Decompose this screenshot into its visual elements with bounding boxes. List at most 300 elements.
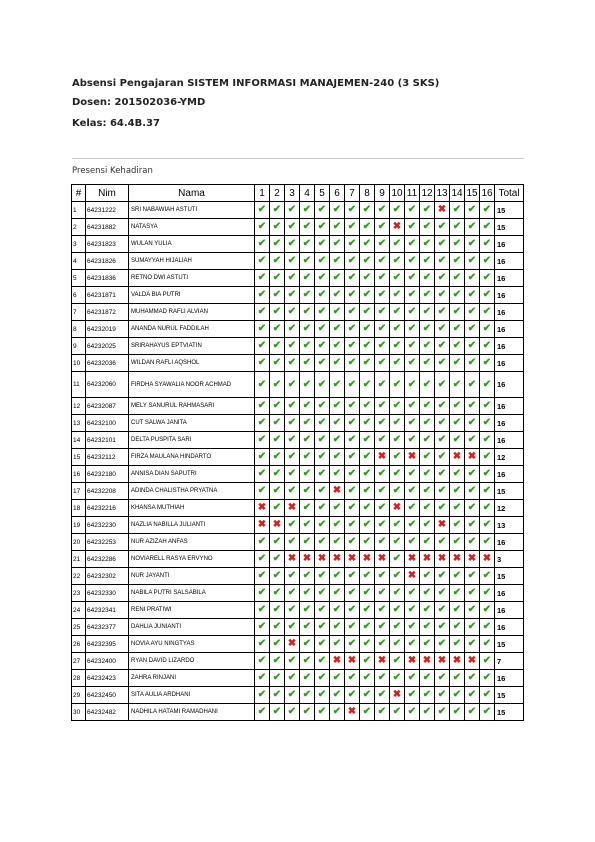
present-check-icon: ✔	[330, 202, 345, 219]
student-nim: 64232400	[86, 653, 129, 670]
present-check-icon: ✔	[435, 704, 450, 721]
table-row	[72, 517, 524, 534]
present-check-icon: ✔	[345, 670, 360, 687]
present-check-icon: ✔	[435, 253, 450, 270]
present-check-icon: ✔	[465, 253, 480, 270]
present-check-icon: ✔	[345, 355, 360, 372]
present-check-icon: ✔	[255, 338, 270, 355]
present-check-icon: ✔	[285, 321, 300, 338]
present-check-icon: ✔	[390, 236, 405, 253]
table-row	[72, 304, 524, 321]
present-check-icon: ✔	[375, 585, 390, 602]
present-check-icon: ✔	[480, 466, 495, 483]
present-check-icon: ✔	[255, 687, 270, 704]
present-check-icon: ✔	[390, 568, 405, 585]
table-row	[72, 653, 524, 670]
present-check-icon: ✔	[330, 372, 345, 398]
page-title: Absensi Pengajaran SISTEM INFORMASI MANAJEMEN-240 (3 SKS)	[72, 78, 440, 89]
student-name: ANANDA NURUL FADDILAH	[129, 321, 255, 338]
present-check-icon: ✔	[270, 372, 285, 398]
present-check-icon: ✔	[405, 704, 420, 721]
absent-cross-icon: ✖	[360, 551, 375, 568]
present-check-icon: ✔	[345, 517, 360, 534]
present-check-icon: ✔	[480, 219, 495, 236]
present-check-icon: ✔	[255, 321, 270, 338]
student-nim: 64231871	[86, 287, 129, 304]
table-row	[72, 687, 524, 704]
table-row	[72, 287, 524, 304]
student-name: NABILA PUTRI SALSABILA	[129, 585, 255, 602]
present-check-icon: ✔	[450, 304, 465, 321]
present-check-icon: ✔	[300, 372, 315, 398]
table-header-row	[72, 185, 524, 202]
present-check-icon: ✔	[345, 687, 360, 704]
student-nim: 64232216	[86, 500, 129, 517]
absent-cross-icon: ✖	[375, 551, 390, 568]
student-nim: 64232330	[86, 585, 129, 602]
absent-cross-icon: ✖	[330, 653, 345, 670]
student-nim: 64232450	[86, 687, 129, 704]
present-check-icon: ✔	[270, 432, 285, 449]
table-row	[72, 670, 524, 687]
student-nim: 64231836	[86, 270, 129, 287]
row-number: 10	[72, 355, 86, 372]
table-row	[72, 355, 524, 372]
present-check-icon: ✔	[375, 202, 390, 219]
present-check-icon: ✔	[480, 517, 495, 534]
row-number: 16	[72, 466, 86, 483]
present-check-icon: ✔	[255, 355, 270, 372]
present-check-icon: ✔	[465, 304, 480, 321]
row-number: 27	[72, 653, 86, 670]
present-check-icon: ✔	[435, 636, 450, 653]
table-row	[72, 568, 524, 585]
attendance-total: 16	[495, 321, 524, 338]
present-check-icon: ✔	[435, 483, 450, 500]
present-check-icon: ✔	[300, 202, 315, 219]
present-check-icon: ✔	[330, 355, 345, 372]
present-check-icon: ✔	[270, 602, 285, 619]
present-check-icon: ✔	[315, 585, 330, 602]
present-check-icon: ✔	[465, 704, 480, 721]
present-check-icon: ✔	[450, 704, 465, 721]
present-check-icon: ✔	[270, 202, 285, 219]
present-check-icon: ✔	[450, 321, 465, 338]
absent-cross-icon: ✖	[255, 517, 270, 534]
attendance-total: 16	[495, 287, 524, 304]
present-check-icon: ✔	[255, 415, 270, 432]
present-check-icon: ✔	[420, 466, 435, 483]
present-check-icon: ✔	[270, 449, 285, 466]
student-name: SUMAYYAH HIJALIAH	[129, 253, 255, 270]
present-check-icon: ✔	[300, 253, 315, 270]
student-name: NAZLIA NABILLA JULIANTI	[129, 517, 255, 534]
present-check-icon: ✔	[360, 636, 375, 653]
student-name: VALDA BIA PUTRI	[129, 287, 255, 304]
present-check-icon: ✔	[330, 670, 345, 687]
present-check-icon: ✔	[270, 219, 285, 236]
present-check-icon: ✔	[330, 704, 345, 721]
present-check-icon: ✔	[345, 415, 360, 432]
present-check-icon: ✔	[285, 355, 300, 372]
present-check-icon: ✔	[405, 432, 420, 449]
present-check-icon: ✔	[480, 670, 495, 687]
attendance-total: 16	[495, 372, 524, 398]
present-check-icon: ✔	[360, 219, 375, 236]
present-check-icon: ✔	[375, 534, 390, 551]
present-check-icon: ✔	[405, 372, 420, 398]
present-check-icon: ✔	[255, 466, 270, 483]
present-check-icon: ✔	[435, 270, 450, 287]
table-row	[72, 432, 524, 449]
present-check-icon: ✔	[270, 551, 285, 568]
column-header: 11	[405, 185, 420, 202]
present-check-icon: ✔	[345, 253, 360, 270]
column-header: 7	[345, 185, 360, 202]
present-check-icon: ✔	[285, 219, 300, 236]
present-check-icon: ✔	[360, 483, 375, 500]
row-number: 1	[72, 202, 86, 219]
present-check-icon: ✔	[420, 619, 435, 636]
present-check-icon: ✔	[375, 466, 390, 483]
present-check-icon: ✔	[360, 398, 375, 415]
present-check-icon: ✔	[330, 304, 345, 321]
present-check-icon: ✔	[345, 236, 360, 253]
present-check-icon: ✔	[480, 372, 495, 398]
absent-cross-icon: ✖	[375, 449, 390, 466]
table-body	[72, 202, 524, 721]
absent-cross-icon: ✖	[480, 551, 495, 568]
attendance-total: 16	[495, 534, 524, 551]
table-row	[72, 415, 524, 432]
present-check-icon: ✔	[375, 687, 390, 704]
present-check-icon: ✔	[480, 415, 495, 432]
present-check-icon: ✔	[285, 372, 300, 398]
row-number: 6	[72, 287, 86, 304]
student-name: SITA AULIA ARDHANI	[129, 687, 255, 704]
absent-cross-icon: ✖	[375, 653, 390, 670]
attendance-total: 16	[495, 602, 524, 619]
present-check-icon: ✔	[420, 483, 435, 500]
present-check-icon: ✔	[360, 432, 375, 449]
present-check-icon: ✔	[450, 270, 465, 287]
present-check-icon: ✔	[405, 270, 420, 287]
present-check-icon: ✔	[330, 534, 345, 551]
present-check-icon: ✔	[360, 670, 375, 687]
present-check-icon: ✔	[390, 636, 405, 653]
present-check-icon: ✔	[330, 415, 345, 432]
present-check-icon: ✔	[420, 432, 435, 449]
student-nim: 64232423	[86, 670, 129, 687]
table-row	[72, 321, 524, 338]
present-check-icon: ✔	[270, 466, 285, 483]
present-check-icon: ✔	[480, 636, 495, 653]
row-number: 9	[72, 338, 86, 355]
absent-cross-icon: ✖	[405, 568, 420, 585]
present-check-icon: ✔	[450, 602, 465, 619]
present-check-icon: ✔	[270, 687, 285, 704]
present-check-icon: ✔	[285, 287, 300, 304]
absent-cross-icon: ✖	[420, 653, 435, 670]
present-check-icon: ✔	[360, 585, 375, 602]
present-check-icon: ✔	[450, 415, 465, 432]
table-row	[72, 534, 524, 551]
section-caption: Presensi Kehadiran	[72, 166, 153, 176]
present-check-icon: ✔	[405, 483, 420, 500]
present-check-icon: ✔	[330, 321, 345, 338]
present-check-icon: ✔	[255, 568, 270, 585]
absent-cross-icon: ✖	[450, 551, 465, 568]
present-check-icon: ✔	[345, 619, 360, 636]
column-header: 8	[360, 185, 375, 202]
present-check-icon: ✔	[270, 398, 285, 415]
present-check-icon: ✔	[270, 253, 285, 270]
present-check-icon: ✔	[360, 466, 375, 483]
present-check-icon: ✔	[480, 449, 495, 466]
present-check-icon: ✔	[450, 432, 465, 449]
present-check-icon: ✔	[405, 253, 420, 270]
present-check-icon: ✔	[285, 449, 300, 466]
attendance-total: 16	[495, 415, 524, 432]
present-check-icon: ✔	[300, 619, 315, 636]
present-check-icon: ✔	[435, 602, 450, 619]
absent-cross-icon: ✖	[285, 551, 300, 568]
present-check-icon: ✔	[465, 236, 480, 253]
present-check-icon: ✔	[435, 619, 450, 636]
present-check-icon: ✔	[450, 355, 465, 372]
absent-cross-icon: ✖	[465, 653, 480, 670]
present-check-icon: ✔	[435, 568, 450, 585]
present-check-icon: ✔	[270, 619, 285, 636]
present-check-icon: ✔	[450, 500, 465, 517]
present-check-icon: ✔	[390, 270, 405, 287]
present-check-icon: ✔	[360, 517, 375, 534]
table-row	[72, 202, 524, 219]
present-check-icon: ✔	[450, 372, 465, 398]
table-row	[72, 636, 524, 653]
absent-cross-icon: ✖	[345, 551, 360, 568]
present-check-icon: ✔	[270, 653, 285, 670]
present-check-icon: ✔	[360, 534, 375, 551]
student-name: SRIRAHAYUS EPTVIATIN	[129, 338, 255, 355]
student-name: NOVIARELL RASYA ERVYNO	[129, 551, 255, 568]
present-check-icon: ✔	[465, 398, 480, 415]
present-check-icon: ✔	[285, 398, 300, 415]
present-check-icon: ✔	[300, 517, 315, 534]
present-check-icon: ✔	[435, 398, 450, 415]
present-check-icon: ✔	[285, 568, 300, 585]
present-check-icon: ✔	[270, 670, 285, 687]
present-check-icon: ✔	[480, 483, 495, 500]
present-check-icon: ✔	[465, 372, 480, 398]
present-check-icon: ✔	[330, 270, 345, 287]
attendance-total: 16	[495, 670, 524, 687]
present-check-icon: ✔	[420, 415, 435, 432]
present-check-icon: ✔	[330, 517, 345, 534]
student-name: MELY SANURUL RAHMASARI	[129, 398, 255, 415]
present-check-icon: ✔	[375, 636, 390, 653]
lecturer-line: Dosen: 201502036-YMD	[72, 97, 206, 108]
absent-cross-icon: ✖	[315, 551, 330, 568]
present-check-icon: ✔	[480, 619, 495, 636]
present-check-icon: ✔	[480, 355, 495, 372]
present-check-icon: ✔	[450, 568, 465, 585]
present-check-icon: ✔	[465, 517, 480, 534]
present-check-icon: ✔	[465, 338, 480, 355]
present-check-icon: ✔	[390, 372, 405, 398]
student-nim: 64232025	[86, 338, 129, 355]
student-name: SRI NABAWIAH ASTUTI	[129, 202, 255, 219]
present-check-icon: ✔	[345, 483, 360, 500]
present-check-icon: ✔	[405, 398, 420, 415]
present-check-icon: ✔	[450, 483, 465, 500]
student-nim: 64232112	[86, 449, 129, 466]
present-check-icon: ✔	[375, 619, 390, 636]
present-check-icon: ✔	[465, 355, 480, 372]
present-check-icon: ✔	[420, 270, 435, 287]
present-check-icon: ✔	[285, 432, 300, 449]
present-check-icon: ✔	[435, 670, 450, 687]
present-check-icon: ✔	[435, 585, 450, 602]
present-check-icon: ✔	[270, 304, 285, 321]
attendance-total: 15	[495, 219, 524, 236]
present-check-icon: ✔	[285, 236, 300, 253]
table-row	[72, 236, 524, 253]
present-check-icon: ✔	[315, 253, 330, 270]
present-check-icon: ✔	[285, 653, 300, 670]
row-number: 20	[72, 534, 86, 551]
table-row	[72, 483, 524, 500]
student-name: WULAN YULIA	[129, 236, 255, 253]
present-check-icon: ✔	[435, 219, 450, 236]
present-check-icon: ✔	[360, 355, 375, 372]
present-check-icon: ✔	[420, 202, 435, 219]
present-check-icon: ✔	[480, 398, 495, 415]
column-header: 12	[420, 185, 435, 202]
present-check-icon: ✔	[300, 304, 315, 321]
present-check-icon: ✔	[480, 704, 495, 721]
present-check-icon: ✔	[315, 338, 330, 355]
table-row	[72, 449, 524, 466]
present-check-icon: ✔	[450, 687, 465, 704]
section-divider	[72, 158, 524, 159]
present-check-icon: ✔	[405, 687, 420, 704]
present-check-icon: ✔	[300, 534, 315, 551]
present-check-icon: ✔	[375, 670, 390, 687]
student-nim: 64232100	[86, 415, 129, 432]
absent-cross-icon: ✖	[420, 551, 435, 568]
present-check-icon: ✔	[405, 585, 420, 602]
row-number: 11	[72, 372, 86, 398]
present-check-icon: ✔	[375, 432, 390, 449]
row-number: 19	[72, 517, 86, 534]
present-check-icon: ✔	[435, 687, 450, 704]
student-name: WILDAN RAFLI AQSHOL	[129, 355, 255, 372]
present-check-icon: ✔	[360, 653, 375, 670]
absent-cross-icon: ✖	[465, 551, 480, 568]
absent-cross-icon: ✖	[390, 500, 405, 517]
present-check-icon: ✔	[390, 653, 405, 670]
present-check-icon: ✔	[420, 253, 435, 270]
table-row	[72, 270, 524, 287]
student-name: ANNISA DIAN SAPUTRI	[129, 466, 255, 483]
present-check-icon: ✔	[375, 398, 390, 415]
absent-cross-icon: ✖	[390, 687, 405, 704]
present-check-icon: ✔	[390, 304, 405, 321]
absent-cross-icon: ✖	[450, 653, 465, 670]
attendance-total: 15	[495, 704, 524, 721]
attendance-total: 16	[495, 398, 524, 415]
present-check-icon: ✔	[390, 551, 405, 568]
student-nim: 64232208	[86, 483, 129, 500]
present-check-icon: ✔	[420, 670, 435, 687]
present-check-icon: ✔	[330, 398, 345, 415]
attendance-total: 15	[495, 483, 524, 500]
present-check-icon: ✔	[480, 236, 495, 253]
present-check-icon: ✔	[315, 602, 330, 619]
present-check-icon: ✔	[255, 253, 270, 270]
present-check-icon: ✔	[375, 483, 390, 500]
student-name: ZAHRA RINJANI	[129, 670, 255, 687]
present-check-icon: ✔	[405, 338, 420, 355]
column-header: 15	[465, 185, 480, 202]
absent-cross-icon: ✖	[405, 653, 420, 670]
table-row	[72, 466, 524, 483]
present-check-icon: ✔	[270, 585, 285, 602]
student-nim: 64231222	[86, 202, 129, 219]
student-name: NADHILA HATAMI RAMADHANI	[129, 704, 255, 721]
present-check-icon: ✔	[465, 636, 480, 653]
present-check-icon: ✔	[420, 338, 435, 355]
student-name: NUR AZIZAH ANFAS	[129, 534, 255, 551]
present-check-icon: ✔	[405, 304, 420, 321]
row-number: 2	[72, 219, 86, 236]
present-check-icon: ✔	[315, 619, 330, 636]
present-check-icon: ✔	[405, 534, 420, 551]
table-row	[72, 500, 524, 517]
attendance-total: 16	[495, 466, 524, 483]
present-check-icon: ✔	[285, 687, 300, 704]
present-check-icon: ✔	[315, 321, 330, 338]
student-name: MUHAMMAD RAFLI ALVIAN	[129, 304, 255, 321]
present-check-icon: ✔	[390, 398, 405, 415]
present-check-icon: ✔	[405, 619, 420, 636]
present-check-icon: ✔	[270, 534, 285, 551]
present-check-icon: ✔	[405, 466, 420, 483]
present-check-icon: ✔	[270, 568, 285, 585]
row-number: 24	[72, 602, 86, 619]
student-nim: 64232180	[86, 466, 129, 483]
present-check-icon: ✔	[285, 202, 300, 219]
present-check-icon: ✔	[300, 568, 315, 585]
row-number: 5	[72, 270, 86, 287]
present-check-icon: ✔	[300, 415, 315, 432]
present-check-icon: ✔	[330, 432, 345, 449]
present-check-icon: ✔	[255, 202, 270, 219]
present-check-icon: ✔	[300, 483, 315, 500]
present-check-icon: ✔	[465, 500, 480, 517]
present-check-icon: ✔	[300, 449, 315, 466]
present-check-icon: ✔	[390, 670, 405, 687]
present-check-icon: ✔	[270, 321, 285, 338]
present-check-icon: ✔	[300, 602, 315, 619]
absent-cross-icon: ✖	[285, 636, 300, 653]
present-check-icon: ✔	[255, 483, 270, 500]
present-check-icon: ✔	[465, 585, 480, 602]
present-check-icon: ✔	[420, 687, 435, 704]
absent-cross-icon: ✖	[390, 219, 405, 236]
present-check-icon: ✔	[255, 585, 270, 602]
